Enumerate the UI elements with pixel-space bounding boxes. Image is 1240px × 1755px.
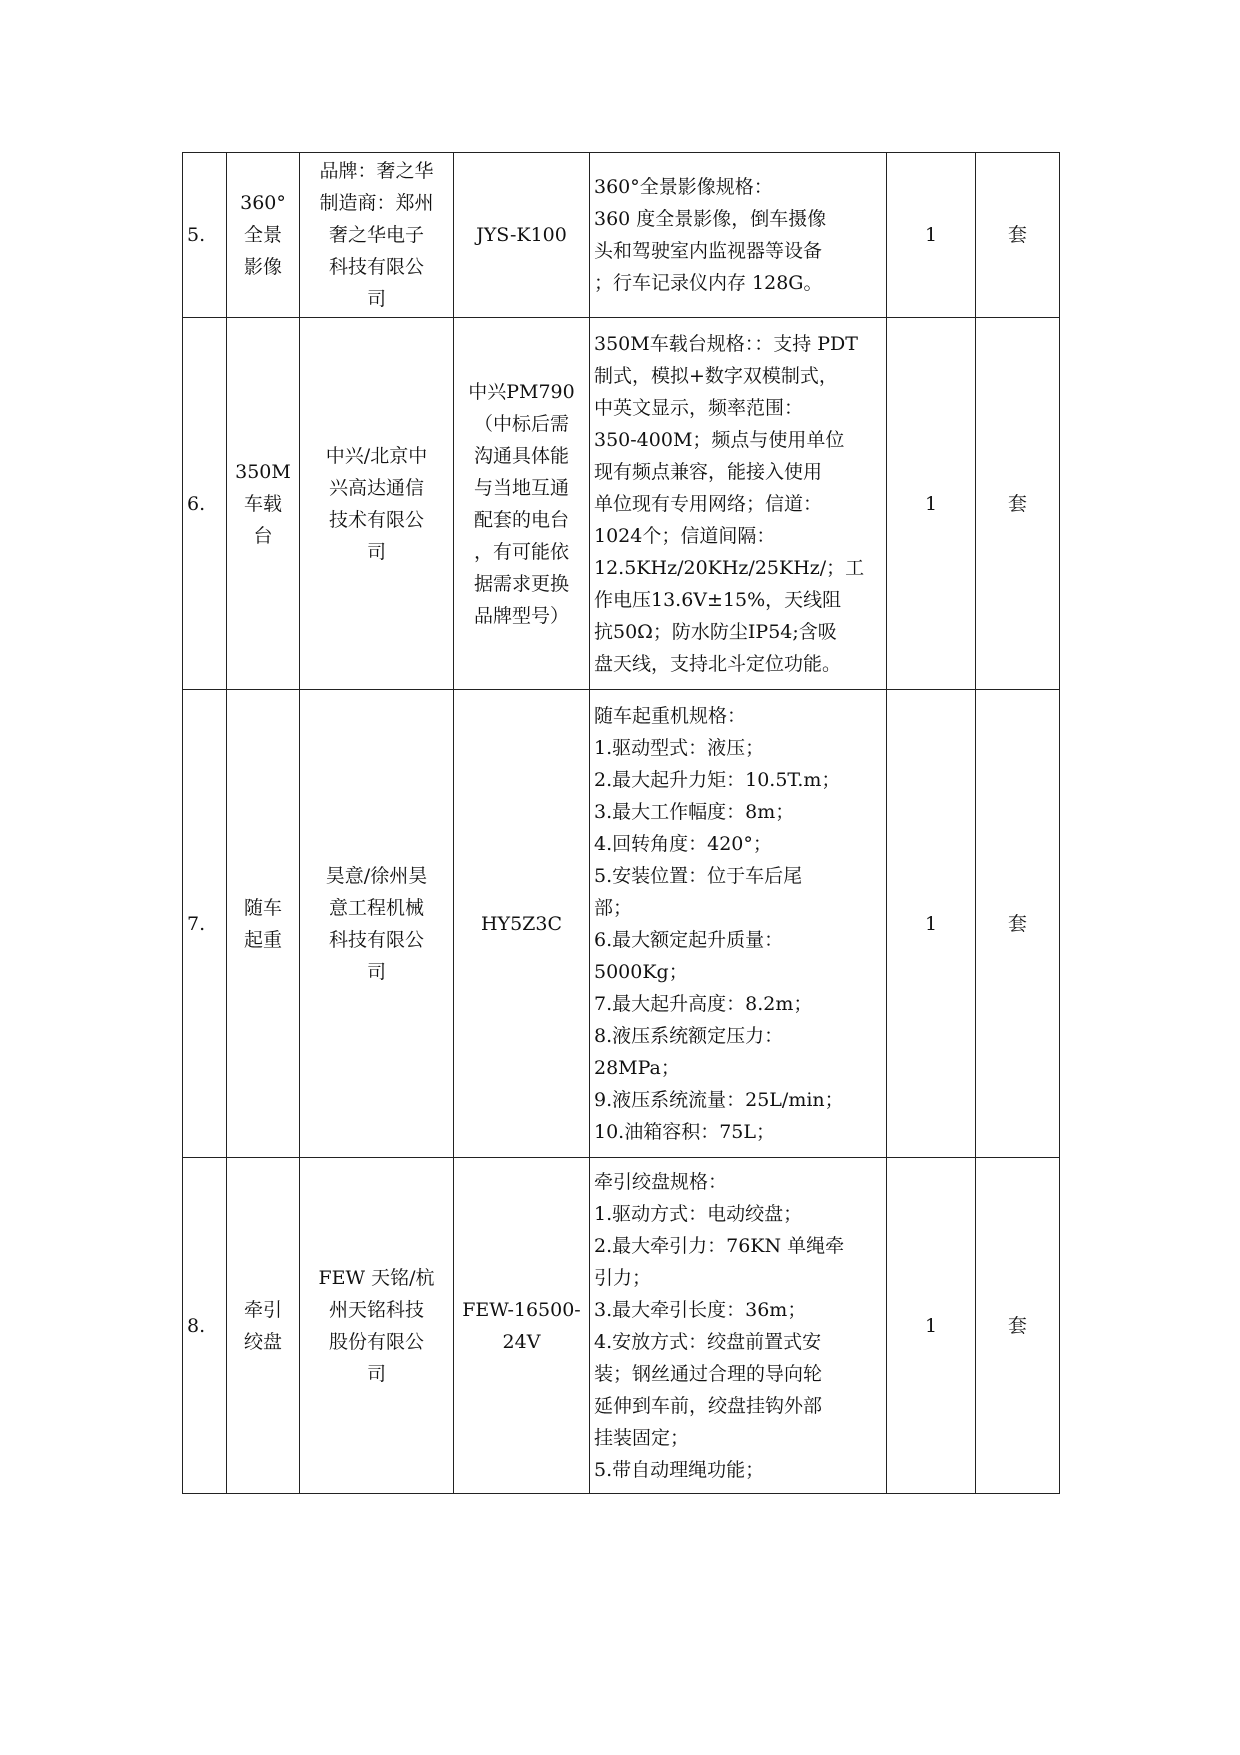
specification-cell [590,318,887,690]
unit-cell: 套 [976,318,1060,690]
brand-manufacturer-cell [300,153,454,318]
table-row [183,153,1060,318]
specification-line: 7.最大起升高度：8.2m； [594,992,813,1015]
specification-line: 2.最大牵引力：76KN 单绳牵 [594,1234,845,1257]
model-line: 与当地互通 [473,476,569,499]
specification-line: 12.5KHz/20KHz/25KHz/；工 [594,556,865,579]
brand-manufacturer-line: 意工程机械 [328,896,424,919]
brand-manufacturer-line: 品牌：奢之华 [319,160,434,182]
specification-line: 单位现有专用网络；信道： [594,492,823,515]
specification-line: 挂装固定； [594,1426,690,1449]
model-cell [454,153,590,318]
row-number: 5. [183,153,227,318]
brand-manufacturer-line: 制造商：郑州 [319,192,434,214]
model-line: 品牌型号） [473,604,569,627]
specification-line: 5.安装位置：位于车后尾 [594,864,803,887]
brand-manufacturer-line: 股份有限公 [328,1330,424,1353]
brand-manufacturer-line: FEW 天铭/杭 [318,1266,435,1289]
item-name-cell [227,318,300,690]
specification-line: 6.最大额定起升质量： [594,928,784,951]
specification-line: 抗50Ω；防水防尘IP54;含吸 [594,620,837,643]
specification-line: 3.最大牵引长度：36m； [594,1298,807,1321]
specification-line: 中英文显示，频率范围： [594,396,804,419]
specification-line: 1.驱动方式：电动绞盘； [594,1202,803,1225]
specification-line: 360°全景影像规格： [594,176,773,198]
specification-line: 5000Kg； [594,960,688,983]
brand-manufacturer-line: 司 [366,1362,386,1385]
brand-manufacturer-line: 司 [366,540,386,563]
unit-cell: 套 [976,1158,1060,1494]
brand-manufacturer-cell [300,690,454,1158]
item-name-line: 台 [253,524,273,547]
item-name-line: 车载 [243,492,282,515]
brand-manufacturer-line: 技术有限公 [328,508,424,531]
unit-cell: 套 [976,153,1060,318]
quantity-cell: 1 [887,1158,976,1494]
table-body [183,153,1060,1494]
model-line: 中兴PM790 [468,380,575,403]
row-number: 8. [183,1158,227,1494]
item-name-line: 影像 [243,256,282,278]
table-row [183,690,1060,1158]
item-name-line: 起重 [243,928,282,951]
model-line: HY5Z3C [480,912,563,935]
specification-line: 引力； [594,1266,652,1289]
specification-line: 360 度全景影像，倒车摄像 [594,208,827,230]
item-name-cell [227,690,300,1158]
specification-line: 2.最大起升力矩：10.5T.m； [594,768,841,791]
specification-line: 盘天线，支持北斗定位功能。 [594,652,842,675]
model-cell [454,1158,590,1494]
model-line: JYS-K100 [476,224,567,246]
specification-line: 部； [594,896,633,919]
unit-cell: 套 [976,690,1060,1158]
specification-line: 延伸到车前，绞盘挂钩外部 [594,1394,823,1417]
model-line: ，有可能依 [473,540,569,563]
brand-manufacturer-line: 州天铭科技 [328,1298,424,1321]
specification-line: 牵引绞盘规格： [594,1170,728,1193]
brand-manufacturer-line: 奢之华电子 [328,224,424,246]
specification-line: 28MPa； [594,1056,680,1079]
table-row [183,318,1060,690]
brand-manufacturer-line: 司 [366,960,386,983]
specification-line: 9.液压系统流量：25L/min； [594,1088,844,1111]
brand-manufacturer-line: 司 [366,288,386,310]
specification-line: 4.回转角度：420°； [594,832,772,855]
brand-manufacturer-line: 科技有限公 [328,256,424,278]
specification-line: 350M车载台规格：：支持 PDT [594,332,858,355]
item-name-cell [227,153,300,318]
model-cell [454,690,590,1158]
item-name-line: 360° [240,192,286,214]
item-name-line: 牵引 [243,1298,282,1321]
model-line: 配套的电台 [473,508,569,531]
row-number: 6. [183,318,227,690]
specification-cell [590,1158,887,1494]
specification-line: 随车起重机规格： [594,704,747,727]
specification-line: ；行车记录仪内存 128G。 [594,272,823,294]
quantity-cell: 1 [887,153,976,318]
row-number: 7. [183,690,227,1158]
brand-manufacturer-cell [300,318,454,690]
brand-manufacturer-line: 中兴/北京中 [325,444,428,467]
item-name-cell [227,1158,300,1494]
equipment-spec-table [182,152,1060,1494]
specification-line: 作电压13.6V±15%，天线阻 [594,588,842,611]
item-name-line: 随车 [243,896,282,919]
specification-line: 1024个；信道间隔： [594,524,776,547]
specification-line: 10.油箱容积：75L； [594,1120,776,1143]
specification-line: 5.带自动理绳功能； [594,1458,765,1481]
model-cell [454,318,590,690]
specification-line: 8.液压系统额定压力： [594,1024,784,1047]
model-line: 沟通具体能 [473,444,569,467]
brand-manufacturer-line: 兴高达通信 [328,476,424,499]
specification-line: 头和驾驶室内监视器等设备 [594,240,823,262]
model-line: （中标后需 [473,412,569,435]
specification-line: 现有频点兼容，能接入使用 [594,460,823,483]
specification-cell [590,690,887,1158]
specification-line: 装；钢丝通过合理的导向轮 [594,1362,823,1385]
specification-line: 制式，模拟+数字双模制式， [594,364,838,387]
quantity-cell: 1 [887,318,976,690]
quantity-cell: 1 [887,690,976,1158]
specification-line: 1.驱动型式：液压； [594,736,765,759]
model-line: 据需求更换 [473,572,569,595]
item-name-line: 全景 [243,224,282,246]
specification-line: 4.安放方式：绞盘前置式安 [594,1330,822,1353]
item-name-line: 350M [235,460,291,483]
model-line: FEW-16500- [462,1298,581,1321]
brand-manufacturer-line: 昊意/徐州昊 [325,864,428,887]
specification-cell [590,153,887,318]
item-name-line: 绞盘 [243,1330,282,1353]
brand-manufacturer-cell [300,1158,454,1494]
specification-line: 3.最大工作幅度：8m； [594,800,795,823]
model-line: 24V [502,1330,541,1353]
brand-manufacturer-line: 科技有限公 [328,928,424,951]
specification-line: 350-400M；频点与使用单位 [594,428,845,451]
table-row [183,1158,1060,1494]
